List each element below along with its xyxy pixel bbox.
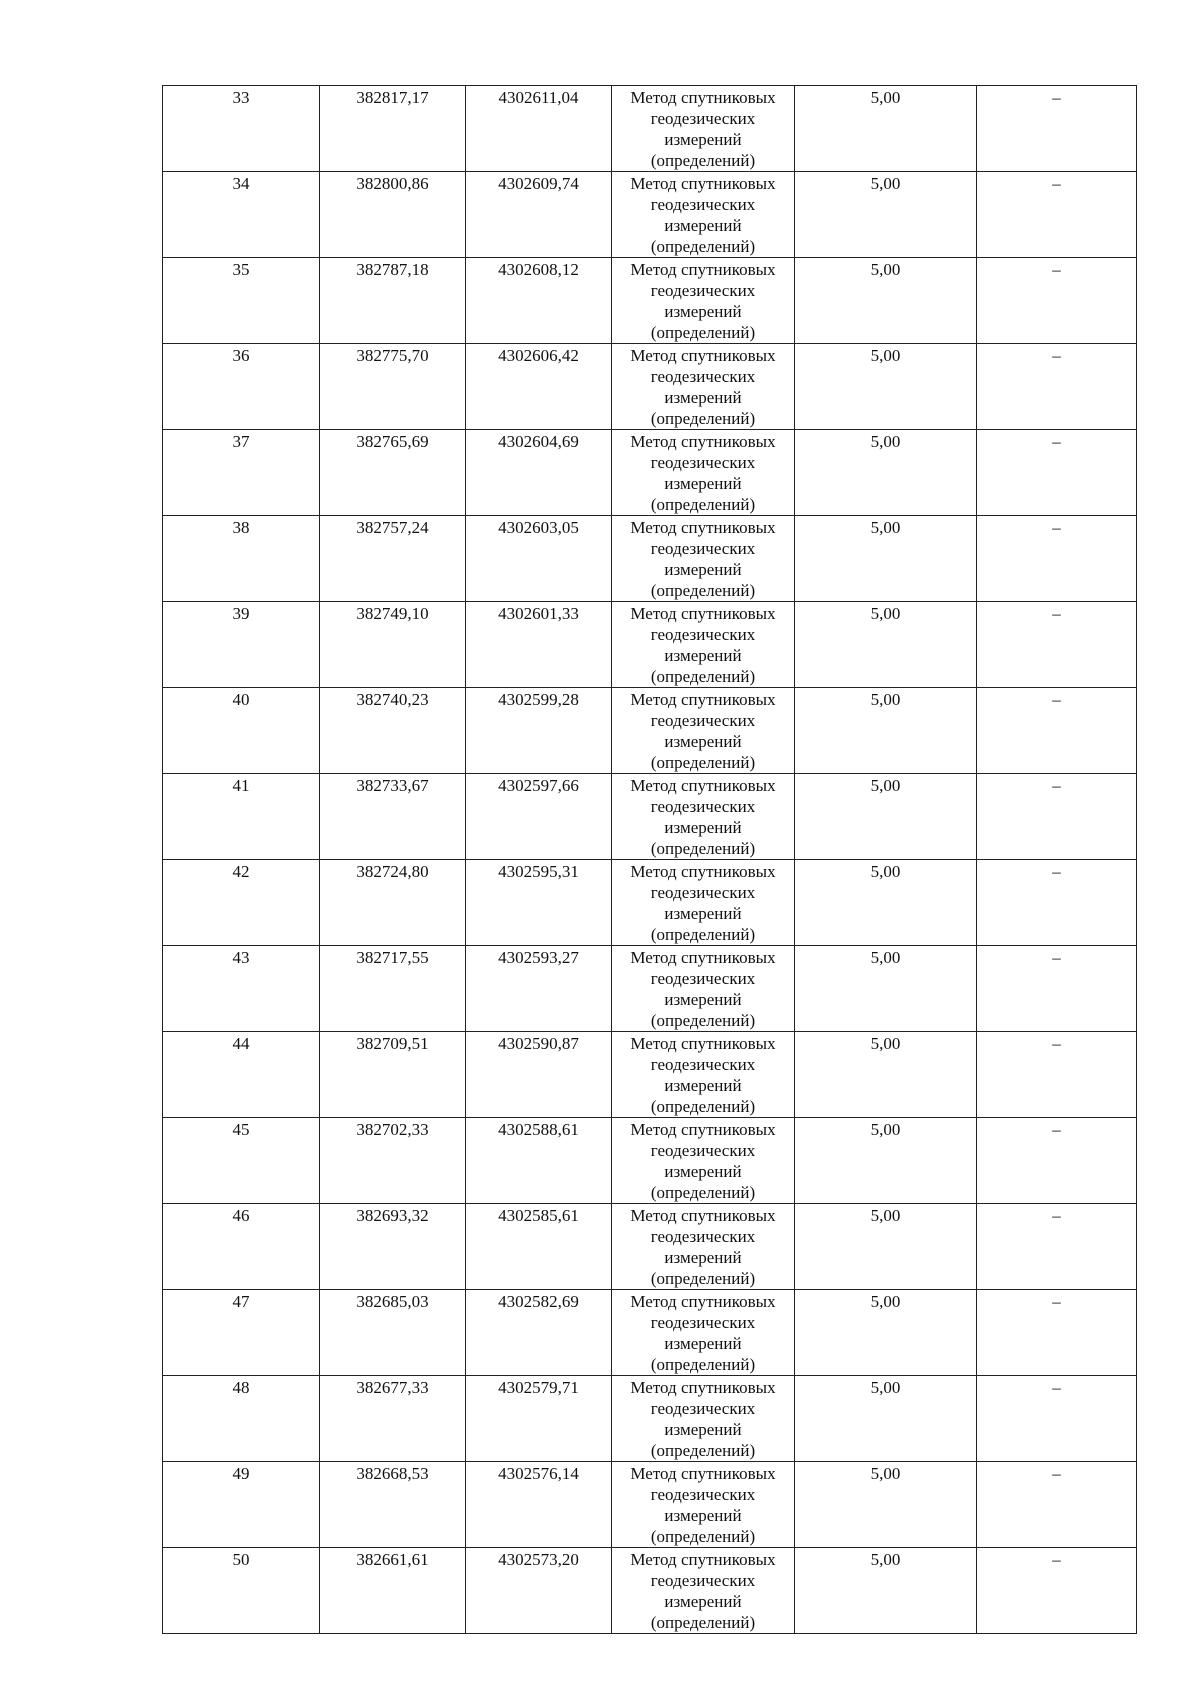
point-number: 40 (163, 688, 320, 774)
coordinate-y: 4302590,87 (466, 1032, 612, 1118)
table-row (163, 1290, 1137, 1376)
method-cell (612, 516, 795, 602)
point-number: 33 (163, 86, 320, 172)
method-line: геодезических (650, 711, 756, 730)
method-line: Метод спутниковых (630, 1120, 776, 1139)
method-line: измерений (664, 1420, 742, 1439)
note-value: – (977, 774, 1137, 860)
method-line: Метод спутниковых (630, 1034, 776, 1053)
note-value: – (977, 344, 1137, 430)
method-line: (определений) (650, 409, 756, 428)
method-line: геодезических (650, 1313, 756, 1332)
method-line: измерений (664, 474, 742, 493)
coordinate-y: 4302603,05 (466, 516, 612, 602)
point-number: 37 (163, 430, 320, 516)
method-cell (612, 860, 795, 946)
table-row (163, 1118, 1137, 1204)
note-value: – (977, 1548, 1137, 1634)
accuracy-value: 5,00 (795, 344, 977, 430)
method-cell (612, 1290, 795, 1376)
method-line: Метод спутниковых (630, 346, 776, 365)
method-line: измерений (664, 904, 742, 923)
table-row (163, 1462, 1137, 1548)
method-line: геодезических (650, 1485, 756, 1504)
accuracy-value: 5,00 (795, 1548, 977, 1634)
coordinate-x: 382817,17 (320, 86, 466, 172)
method-line: (определений) (650, 581, 756, 600)
method-cell (612, 774, 795, 860)
coordinate-x: 382677,33 (320, 1376, 466, 1462)
point-number: 44 (163, 1032, 320, 1118)
method-line: геодезических (650, 453, 756, 472)
note-value: – (977, 258, 1137, 344)
method-line: (определений) (650, 495, 756, 514)
coordinate-x: 382685,03 (320, 1290, 466, 1376)
method-line: измерений (664, 1076, 742, 1095)
method-line: Метод спутниковых (630, 174, 776, 193)
method-line: (определений) (650, 1527, 756, 1546)
method-line: (определений) (650, 1441, 756, 1460)
note-value: – (977, 1032, 1137, 1118)
method-line: измерений (664, 1162, 742, 1181)
method-line: Метод спутниковых (630, 1464, 776, 1483)
accuracy-value: 5,00 (795, 1462, 977, 1548)
coordinates-table (162, 85, 1137, 1634)
accuracy-value: 5,00 (795, 860, 977, 946)
note-value: – (977, 1204, 1137, 1290)
point-number: 49 (163, 1462, 320, 1548)
method-line: (определений) (650, 1011, 756, 1030)
method-line: (определений) (650, 151, 756, 170)
coordinate-y: 4302593,27 (466, 946, 612, 1032)
coordinate-y: 4302597,66 (466, 774, 612, 860)
coordinate-y: 4302573,20 (466, 1548, 612, 1634)
method-line: геодезических (650, 367, 756, 386)
coordinate-x: 382661,61 (320, 1548, 466, 1634)
coordinate-y: 4302579,71 (466, 1376, 612, 1462)
coordinate-y: 4302585,61 (466, 1204, 612, 1290)
method-line: геодезических (650, 1399, 756, 1418)
method-line: (определений) (650, 323, 756, 342)
method-line: Метод спутниковых (630, 862, 776, 881)
method-line: (определений) (650, 1097, 756, 1116)
method-line: измерений (664, 646, 742, 665)
method-line: Метод спутниковых (630, 604, 776, 623)
method-line: измерений (664, 1248, 742, 1267)
method-cell (612, 1376, 795, 1462)
coordinate-y: 4302606,42 (466, 344, 612, 430)
method-line: измерений (664, 732, 742, 751)
method-line: геодезических (650, 969, 756, 988)
coordinate-x: 382717,55 (320, 946, 466, 1032)
method-line: Метод спутниковых (630, 432, 776, 451)
coordinate-x: 382775,70 (320, 344, 466, 430)
point-number: 41 (163, 774, 320, 860)
method-line: измерений (664, 216, 742, 235)
note-value: – (977, 860, 1137, 946)
method-line: измерений (664, 130, 742, 149)
method-line: геодезических (650, 1055, 756, 1074)
accuracy-value: 5,00 (795, 602, 977, 688)
method-line: геодезических (650, 281, 756, 300)
method-line: геодезических (650, 539, 756, 558)
accuracy-value: 5,00 (795, 172, 977, 258)
method-line: Метод спутниковых (630, 690, 776, 709)
method-line: геодезических (650, 625, 756, 644)
method-line: геодезических (650, 797, 756, 816)
note-value: – (977, 688, 1137, 774)
table-row (163, 688, 1137, 774)
accuracy-value: 5,00 (795, 258, 977, 344)
table-row (163, 602, 1137, 688)
point-number: 38 (163, 516, 320, 602)
point-number: 39 (163, 602, 320, 688)
method-cell (612, 258, 795, 344)
note-value: – (977, 1118, 1137, 1204)
table-body (163, 86, 1137, 1634)
accuracy-value: 5,00 (795, 1290, 977, 1376)
accuracy-value: 5,00 (795, 516, 977, 602)
method-line: геодезических (650, 1141, 756, 1160)
method-line: (определений) (650, 1613, 756, 1632)
coordinate-x: 382693,32 (320, 1204, 466, 1290)
method-line: Метод спутниковых (630, 260, 776, 279)
method-line: измерений (664, 302, 742, 321)
coordinate-y: 4302609,74 (466, 172, 612, 258)
method-line: (определений) (650, 925, 756, 944)
method-line: геодезических (650, 883, 756, 902)
point-number: 47 (163, 1290, 320, 1376)
accuracy-value: 5,00 (795, 1376, 977, 1462)
table-row (163, 774, 1137, 860)
method-cell (612, 1462, 795, 1548)
method-cell (612, 688, 795, 774)
note-value: – (977, 172, 1137, 258)
method-line: (определений) (650, 1183, 756, 1202)
coordinate-x: 382724,80 (320, 860, 466, 946)
note-value: – (977, 430, 1137, 516)
method-line: измерений (664, 560, 742, 579)
method-line: геодезических (650, 109, 756, 128)
method-line: Метод спутниковых (630, 1206, 776, 1225)
note-value: – (977, 1376, 1137, 1462)
method-cell (612, 86, 795, 172)
coordinate-x: 382800,86 (320, 172, 466, 258)
method-line: измерений (664, 818, 742, 837)
method-line: Метод спутниковых (630, 1292, 776, 1311)
method-cell (612, 1548, 795, 1634)
coordinate-x: 382709,51 (320, 1032, 466, 1118)
method-line: измерений (664, 1334, 742, 1353)
method-line: геодезических (650, 1571, 756, 1590)
method-line: геодезических (650, 195, 756, 214)
point-number: 42 (163, 860, 320, 946)
accuracy-value: 5,00 (795, 86, 977, 172)
table-row (163, 344, 1137, 430)
table-row (163, 1376, 1137, 1462)
method-cell (612, 602, 795, 688)
method-cell (612, 1032, 795, 1118)
method-line: Метод спутниковых (630, 948, 776, 967)
table-row (163, 860, 1137, 946)
point-number: 36 (163, 344, 320, 430)
accuracy-value: 5,00 (795, 1032, 977, 1118)
coordinate-x: 382733,67 (320, 774, 466, 860)
table-row (163, 946, 1137, 1032)
table-row (163, 258, 1137, 344)
table-row (163, 430, 1137, 516)
coordinate-y: 4302576,14 (466, 1462, 612, 1548)
method-line: (определений) (650, 1269, 756, 1288)
method-line: (определений) (650, 667, 756, 686)
method-cell (612, 430, 795, 516)
coordinate-x: 382757,24 (320, 516, 466, 602)
accuracy-value: 5,00 (795, 1118, 977, 1204)
coordinate-x: 382765,69 (320, 430, 466, 516)
note-value: – (977, 516, 1137, 602)
method-line: (определений) (650, 839, 756, 858)
coordinate-x: 382702,33 (320, 1118, 466, 1204)
coordinate-y: 4302604,69 (466, 430, 612, 516)
point-number: 43 (163, 946, 320, 1032)
method-line: измерений (664, 990, 742, 1009)
method-line: измерений (664, 388, 742, 407)
method-line: (определений) (650, 1355, 756, 1374)
coordinate-x: 382787,18 (320, 258, 466, 344)
method-line: (определений) (650, 237, 756, 256)
accuracy-value: 5,00 (795, 774, 977, 860)
note-value: – (977, 1462, 1137, 1548)
point-number: 35 (163, 258, 320, 344)
coordinate-x: 382668,53 (320, 1462, 466, 1548)
method-line: измерений (664, 1506, 742, 1525)
method-cell (612, 1204, 795, 1290)
accuracy-value: 5,00 (795, 430, 977, 516)
point-number: 34 (163, 172, 320, 258)
note-value: – (977, 1290, 1137, 1376)
method-line: Метод спутниковых (630, 518, 776, 537)
point-number: 45 (163, 1118, 320, 1204)
coordinate-y: 4302611,04 (466, 86, 612, 172)
point-number: 50 (163, 1548, 320, 1634)
note-value: – (977, 946, 1137, 1032)
method-cell (612, 946, 795, 1032)
method-line: (определений) (650, 753, 756, 772)
coordinate-y: 4302588,61 (466, 1118, 612, 1204)
coordinate-x: 382749,10 (320, 602, 466, 688)
table-row (163, 1032, 1137, 1118)
coordinate-y: 4302599,28 (466, 688, 612, 774)
method-line: Метод спутниковых (630, 88, 776, 107)
method-line: Метод спутниковых (630, 776, 776, 795)
table-row (163, 516, 1137, 602)
point-number: 46 (163, 1204, 320, 1290)
table-row (163, 172, 1137, 258)
method-cell (612, 172, 795, 258)
accuracy-value: 5,00 (795, 1204, 977, 1290)
table-row (163, 1548, 1137, 1634)
accuracy-value: 5,00 (795, 688, 977, 774)
coordinate-y: 4302608,12 (466, 258, 612, 344)
note-value: – (977, 86, 1137, 172)
table-row (163, 86, 1137, 172)
coordinate-y: 4302601,33 (466, 602, 612, 688)
method-line: Метод спутниковых (630, 1550, 776, 1569)
coordinate-y: 4302595,31 (466, 860, 612, 946)
coordinate-y: 4302582,69 (466, 1290, 612, 1376)
note-value: – (977, 602, 1137, 688)
coordinate-x: 382740,23 (320, 688, 466, 774)
method-line: Метод спутниковых (630, 1378, 776, 1397)
method-line: измерений (664, 1592, 742, 1611)
table-row (163, 1204, 1137, 1290)
method-cell (612, 1118, 795, 1204)
accuracy-value: 5,00 (795, 946, 977, 1032)
point-number: 48 (163, 1376, 320, 1462)
method-cell (612, 344, 795, 430)
method-line: геодезических (650, 1227, 756, 1246)
